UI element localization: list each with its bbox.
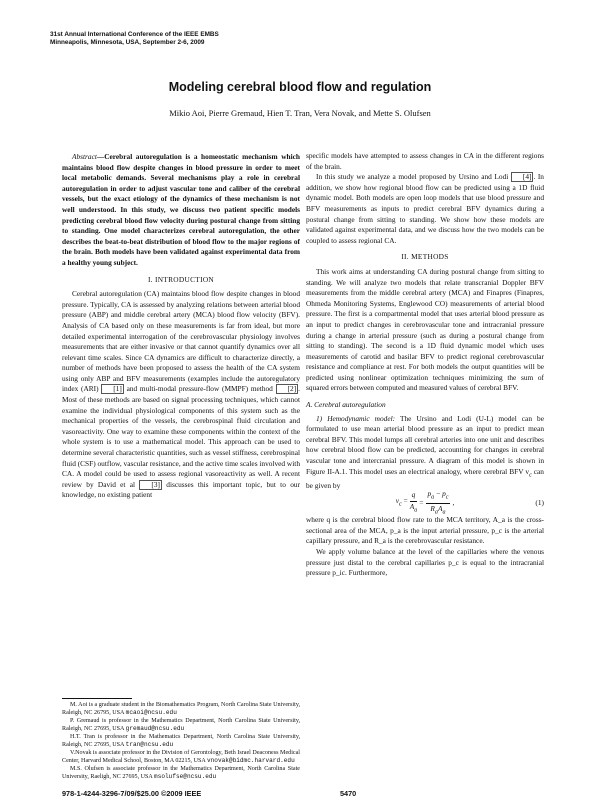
study-paragraph: In this study we analyze a model proposed by Ursino and Lodi [4] . In addition, we show how regional blood flow can be predicted using a 1D fluid dynamic model. Both models are open loop models that use blood pressure and BFV measurements as inputs to predict cerebral BFV dynamics during a postural change from sitting to standing. We show how these models are validated against experimental data, and we discuss how the two models can be coupled to assess regional CA.	[306, 172, 544, 245]
email-link[interactable]: msolufse@ncsu.edu	[154, 773, 217, 780]
intro-text-3: . Most of these methods are based on signal processing techniques, which cannot examine the individual physiological components of this system such as the mechanical properties of the vessels, the cerebrospinal fluid circulation and vasoreactivity. One way to examine these components within the context of the whole system is to use a mathematical model. This approach can be used to determine several characteristic quantities, such as vessel stiffness, cerebrospinal fluid (CSF) outflow, vascular resistance, and the active time scales involved with CA. A model could be used to assess regional vasoreactivity as well. A recent review by David et al	[62, 384, 300, 489]
intro-text-2: and multi-modal pressure-flow (MMPF) method	[123, 384, 276, 394]
abstract-text: —Cerebral autoregulation is a homeostatic mechanism which maintains blood flow despite changes in blood pressure in order to meet local metabolic demands. Several mechanisms play a role in cerebral autoregulation in order to adjust vascular tone and caliber of the cerebral vessels, but the exact etiology of the dynamics of these mechanism is not well understood. In this study, we discuss two patient specific models predicting cerebral blood flow velocity during postural change from sitting to standing. One model characterizes cerebral autoregulation, the other describes the beat-to-beat distribution of blood flow to the major regions of the brain. Both models have been validated against experimental data from a healthy young subject.	[62, 152, 300, 267]
citation-link-4[interactable]: [4]	[511, 172, 534, 182]
citation-link-2[interactable]: [2]	[276, 384, 299, 394]
conference-header	[50, 31, 219, 47]
isbn-footer: 978-1-4244-3296-7/09/$25.00 ©2009 IEEE	[62, 789, 202, 798]
introduction-paragraph	[62, 289, 300, 501]
equation-number: (1)	[535, 497, 544, 507]
volume-balance-paragraph: We apply volume balance at the level of the capillaries where the venous pressure just distal to the cerebral capillaries p_c is equal to the intracranial pressure p_ic. Furthermore,	[306, 547, 544, 578]
right-column	[306, 151, 544, 579]
introduction-heading: I. INTRODUCTION	[147, 274, 215, 284]
email-link[interactable]: vnovak@bidmc.harvard.edu	[206, 757, 295, 764]
citation-link-3[interactable]: [3]	[139, 480, 162, 490]
footnote-gremaud: P. Gremaud is professor in the Mathematics Department, North Carolina State University, Raleigh, NC 27695, USA gremaud@ncsu.edu	[62, 718, 300, 732]
footnote-novak: V.Novak is associate professor in the Division of Gerontology, Beth Israel Deaconess Medical Center, Harvard Medical School, Boston, MA 02215, USA vnovak@bidmc.harvard.edu	[62, 750, 300, 764]
footnote-rule	[62, 698, 132, 699]
intro-continuation: specific models have attempted to assess changes in CA in the different regions of the brain.	[306, 151, 544, 171]
footnote-olufsen: M.S. Olufsen is associate professor in the Mathematics Department, North Carolina State University, Raeligh, NC 27695, USA msolufse@ncsu.edu	[62, 766, 300, 780]
subsection-heading: A. Cerebral autoregulation	[306, 400, 386, 410]
left-column	[62, 152, 300, 501]
footnote-aoi: M. Aoi is a graduate student in the Biomathematics Program, North Carolina State University, Raleigh, NC 26795, USA mcaoi@ncsu.edu	[62, 702, 300, 716]
paper-title: Modeling cerebral blood flow and regulation	[168, 80, 432, 94]
intro-text-4: discusses this important topic, but to our knowledge, no existing patient	[62, 479, 300, 500]
hemodynamic-label: 1) Hemodynamic model:	[316, 413, 396, 423]
author-footnotes	[62, 698, 300, 781]
conference-line-1: 31st Annual International Conference of the IEEE EMBS	[50, 31, 219, 38]
footnote-tran: H.T. Tran is professor in the Mathematics Department, North Carolina State University, Raleigh, NC 27695, USA tran@ncsu.edu	[62, 734, 300, 748]
conference-line-2: Minneapolis, Minnesota, USA, September 2-6, 2009	[50, 39, 205, 46]
intro-text-1: Cerebral autoregulation (CA) maintains blood flow despite changes in blood pressure. Typically, CA is assessed by analyzing relations between arterial blood pressure (ABP) and middle cerebral artery (MCA) blood flow velocity (BFV). Analysis of CA based only on these measurements is far from ideal, but more detailed experimental interrogation of the cerebrovascular physiology involves measurements that are either invasive or that cannot quantify dynamics over all relevant time scales. Since CA dynamics are difficult to characterize directly, a number of methods have been proposed to assess the health of the CA system using only ABP and BFV measurements (examples include the autoregulatory index (ARI)	[62, 289, 300, 394]
equation-1: $v_c$ = $\frac{q}{A_a}$ = $\frac{p_a - p_c}{R_aA_a}$ , (1)	[395, 488, 544, 516]
paper-authors: Mikio Aoi, Pierre Gremaud, Hien T. Tran, Vera Novak, and Mette S. Olufsen	[169, 108, 431, 118]
methods-heading: II. METHODS	[401, 252, 449, 262]
page-number: 5470	[340, 789, 357, 798]
methods-paragraph: This work aims at understanding CA during postural change from sitting to standing. We will analyze two models that relate transcranial Doppler BFV measurements from the middle cerebral artery (MCA) and Finapres (Finapres, Ohmeda Monitoring Systems, Englewood CO) measurements of arterial blood pressure. The first is a compartmental model that uses arterial blood pressure as an input to predict changes in cerebrovascular tone and intracranial pressure during a change in arterial pressure (such as during a postural change from sitting to standing). The second is a 1D fluid dynamic model which uses measurements of carotid and basilar BFV to predict regional cerebrovascular resistance and compliance at rest. For both models the output quantities will be predicted using nonlinear optimization techniques minimizing the sum of squared errors between computed and measured values of cerebral BFV.	[306, 266, 544, 393]
email-link[interactable]: tran@ncsu.edu	[125, 741, 174, 748]
email-link[interactable]: mcaoi@ncsu.edu	[125, 709, 177, 716]
citation-link-1[interactable]: [1]	[101, 384, 124, 394]
equation-explanation: where q is the cerebral blood flow rate to the MCA territory, A_a is the cross-sectional area of the MCA, p_a is the input arterial pressure, p_c is the arterial capillary pressure, and R_a is the cerebrovascular resistance.	[306, 515, 544, 546]
abstract-label: Abstract	[72, 152, 97, 161]
email-link[interactable]: gremaud@ncsu.edu	[125, 725, 185, 732]
hemodynamic-paragraph: 1) Hemodynamic model: The Ursino and Lodi (U-L) model can be formulated to use mean arterial blood pressure as an input to predict mean cerebral BFV. This model lumps all cerebral arteries into one unit and describes how cerebral blood flow can be predicted, accounting for changes in cerebral vascular tone and intercranial pressure. A diagram of this model is shown in Figure II-A.1. This model uses an electrical analogy, where cerebral BFV $v_c$ can be given by	[306, 413, 544, 490]
abstract	[62, 152, 300, 269]
